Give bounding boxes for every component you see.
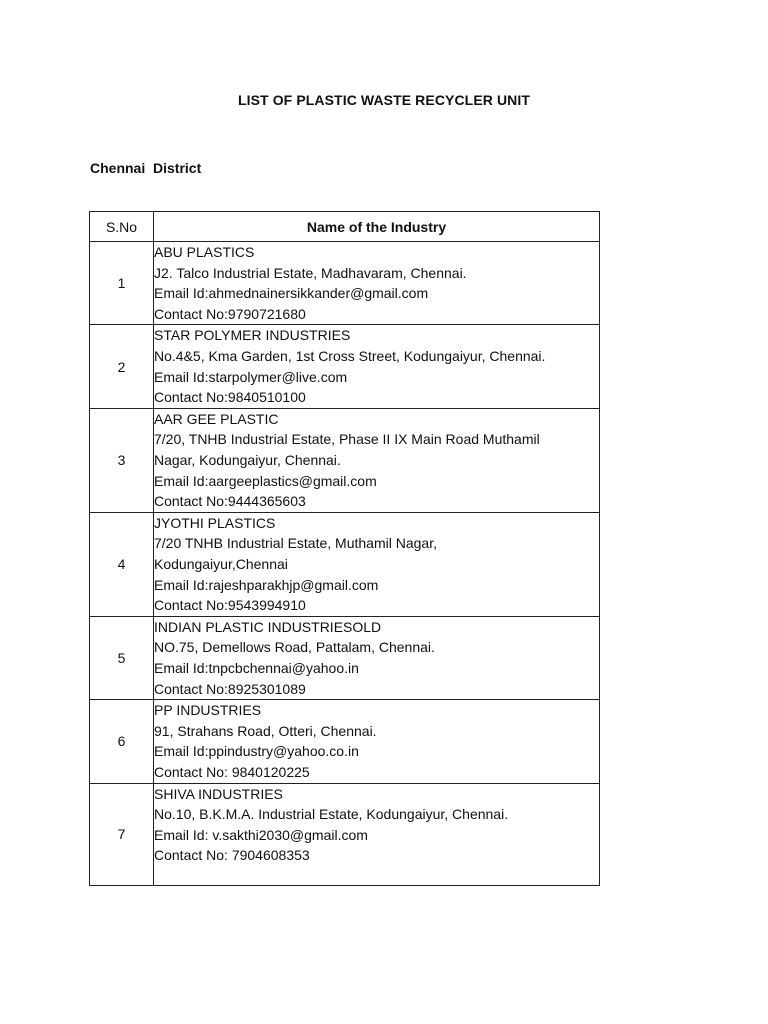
serial-number: 7 bbox=[90, 783, 154, 885]
industry-email: Email Id:ahmednainersikkander@gmail.com bbox=[154, 285, 429, 302]
serial-number: 5 bbox=[90, 616, 154, 699]
serial-number: 2 bbox=[90, 325, 154, 408]
industry-email: Email Id:rajeshparakhjp@gmail.com bbox=[154, 576, 379, 593]
industry-name: SHIVA INDUSTRIES bbox=[154, 785, 283, 802]
recycler-table bbox=[89, 211, 600, 886]
industry-contact: Contact No:9790721680 bbox=[154, 305, 306, 322]
industry-address: No.4&5, Kma Garden, 1st Cross Street, Kodungaiyur, Chennai. bbox=[154, 347, 546, 364]
table-row bbox=[90, 512, 600, 616]
page-title: LIST OF PLASTIC WASTE RECYCLER UNIT bbox=[237, 92, 531, 108]
industry-contact: Contact No: 9840120225 bbox=[154, 763, 310, 780]
table-row bbox=[90, 616, 600, 699]
district-heading: Chennai District bbox=[90, 160, 202, 176]
industry-details bbox=[154, 616, 600, 699]
industry-address: Kodungaiyur,Chennai bbox=[154, 555, 288, 572]
industry-address: 91, Strahans Road, Otteri, Chennai. bbox=[154, 722, 377, 739]
industry-details bbox=[154, 242, 600, 325]
table-row bbox=[90, 783, 600, 885]
industry-contact: Contact No:9543994910 bbox=[154, 597, 306, 614]
industry-name: ABU PLASTICS bbox=[154, 244, 255, 260]
industry-contact: Contact No:9444365603 bbox=[154, 493, 306, 510]
column-header-sno: S.No bbox=[90, 212, 154, 242]
industry-contact: Contact No:8925301089 bbox=[154, 680, 306, 697]
industry-name: INDIAN PLASTIC INDUSTRIESOLD bbox=[154, 618, 382, 635]
industry-contact: Contact No:9840510100 bbox=[154, 389, 306, 406]
industry-name: JYOTHI PLASTICS bbox=[154, 514, 276, 531]
industry-name: STAR POLYMER INDUSTRIES bbox=[154, 327, 351, 344]
industry-email: Email Id: v.sakthi2030@gmail.com bbox=[154, 826, 368, 843]
table-row bbox=[90, 700, 600, 783]
table-row bbox=[90, 242, 600, 325]
table-header-row bbox=[90, 212, 600, 242]
industry-address: Nagar, Kodungaiyur, Chennai. bbox=[154, 451, 341, 468]
industry-address: J2. Talco Industrial Estate, Madhavaram, Chennai. bbox=[154, 264, 467, 281]
industry-details bbox=[154, 408, 600, 512]
industry-name: AAR GEE PLASTIC bbox=[154, 410, 279, 427]
industry-email: Email Id:tnpcbchennai@yahoo.in bbox=[154, 659, 359, 676]
serial-number: 1 bbox=[90, 242, 154, 325]
serial-number: 6 bbox=[90, 700, 154, 783]
industry-address: NO.75, Demellows Road, Pattalam, Chennai. bbox=[154, 639, 435, 656]
table-row bbox=[90, 408, 600, 512]
industry-details bbox=[154, 325, 600, 408]
industry-name: PP INDUSTRIES bbox=[154, 702, 262, 719]
serial-number: 4 bbox=[90, 512, 154, 616]
industry-email: Email Id:ppindustry@yahoo.co.in bbox=[154, 743, 359, 760]
table-row bbox=[90, 325, 600, 408]
industry-address: 7/20, TNHB Industrial Estate, Phase II IX Main Road Muthamil bbox=[154, 431, 540, 448]
industry-email: Email Id:aargeeplastics@gmail.com bbox=[154, 472, 377, 489]
column-header-industry-name: Name of the Industry bbox=[154, 212, 600, 242]
industry-details bbox=[154, 783, 600, 885]
industry-email: Email Id:starpolymer@live.com bbox=[154, 368, 348, 385]
industry-address: 7/20 TNHB Industrial Estate, Muthamil Nagar, bbox=[154, 535, 437, 552]
industry-address: No.10, B.K.M.A. Industrial Estate, Kodungaiyur, Chennai. bbox=[154, 806, 509, 823]
industry-details bbox=[154, 512, 600, 616]
industry-details bbox=[154, 700, 600, 783]
serial-number: 3 bbox=[90, 408, 154, 512]
industry-contact: Contact No: 7904608353 bbox=[154, 847, 310, 864]
